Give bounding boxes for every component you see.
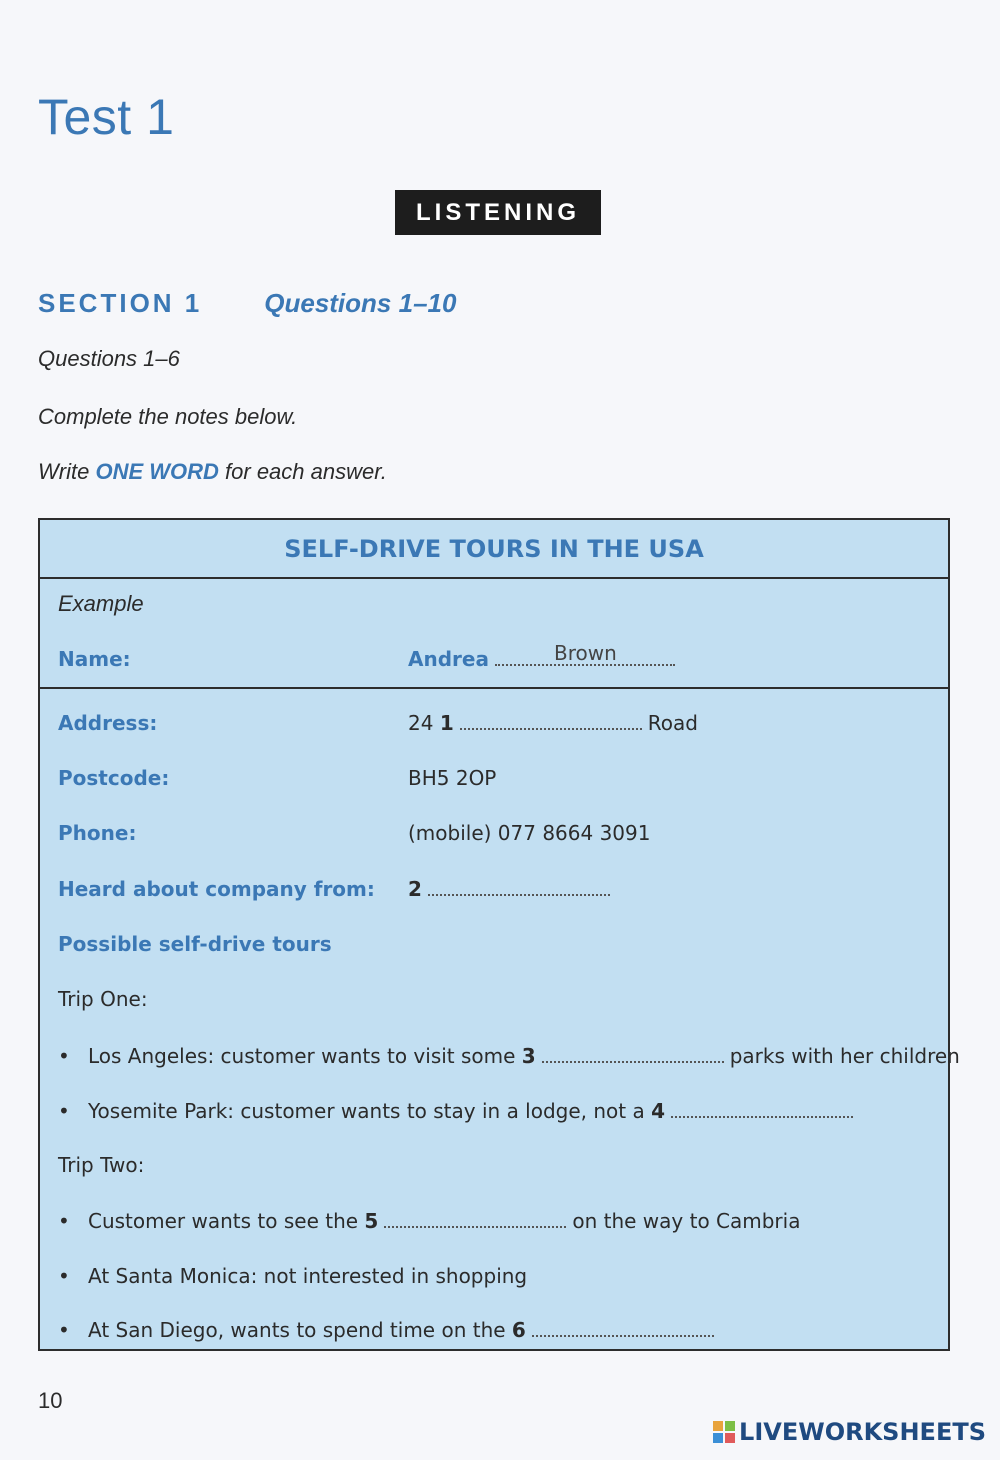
section-number: SECTION 1 [38,288,203,318]
item-text: Yosemite Park: customer wants to stay in a lodge, not a [88,1099,645,1123]
bullet-icon: • [58,1264,70,1288]
answer-3-field[interactable] [542,1047,724,1063]
answer-1-field[interactable] [460,714,642,730]
address-suffix: Road [647,711,698,735]
trip-two-label: Trip Two: [58,1153,145,1177]
answer-5-field[interactable] [384,1212,566,1228]
sub-range: Questions 1–6 [38,346,180,371]
name-answer: Brown [554,641,617,665]
item-text: At San Diego, wants to spend time on the [88,1318,506,1342]
question-2-number: 2 [408,877,422,901]
bullet-icon: • [58,1099,70,1123]
name-value: Andrea [408,647,489,671]
example-block [40,579,948,689]
example-label: Example [58,591,144,616]
instruction-emphasis: ONE WORD [95,459,219,484]
bullet-icon: • [58,1044,70,1068]
answer-4-field[interactable] [671,1102,853,1118]
question-5-number: 5 [364,1209,379,1233]
instruction-word-limit [38,459,387,485]
phone-label: Phone: [58,821,137,845]
trip-one-label: Trip One: [58,987,148,1011]
bullet-icon: • [58,1209,70,1233]
page-title: Test 1 [38,89,175,145]
brand-logo[interactable] [713,1418,986,1446]
instruction-pre: Write [38,459,90,484]
notes-title: SELF-DRIVE TOURS IN THE USA [40,520,948,579]
bullet-icon: • [58,1318,70,1342]
tours-label: Possible self-drive tours [58,932,332,956]
answer-2-field[interactable] [428,880,610,896]
liveworksheets-icon [713,1421,735,1443]
postcode-value: BH5 2OP [408,766,497,790]
instruction-post: for each answer. [225,459,387,484]
notes-table [38,518,960,1351]
item-text: Customer wants to see the [88,1209,359,1233]
postcode-label: Postcode: [58,766,170,790]
instruction-complete: Complete the notes below. [38,404,298,429]
questions-range: Questions 1–10 [264,288,457,318]
item-text-after: parks with her children [729,1044,960,1068]
item-text: Los Angeles: customer wants to visit some [88,1044,516,1068]
section-heading [38,288,456,319]
question-6-number: 6 [511,1318,526,1342]
answer-6-field[interactable] [532,1321,714,1337]
item-text: At Santa Monica: not interested in shopping [88,1264,528,1288]
name-label: Name: [58,647,131,671]
question-1-number: 1 [439,711,454,735]
phone-value: (mobile) 077 8664 3091 [408,821,651,845]
brand-name: LIVEWORKSHEETS [739,1418,986,1446]
heard-label: Heard about company from: [58,877,375,901]
page-number: 10 [38,1388,63,1413]
question-3-number: 3 [521,1044,536,1068]
address-label: Address: [58,711,158,735]
address-number: 24 [408,711,434,735]
item-text-after: on the way to Cambria [572,1209,801,1233]
listening-label: LISTENING [395,190,601,235]
question-4-number: 4 [651,1099,666,1123]
